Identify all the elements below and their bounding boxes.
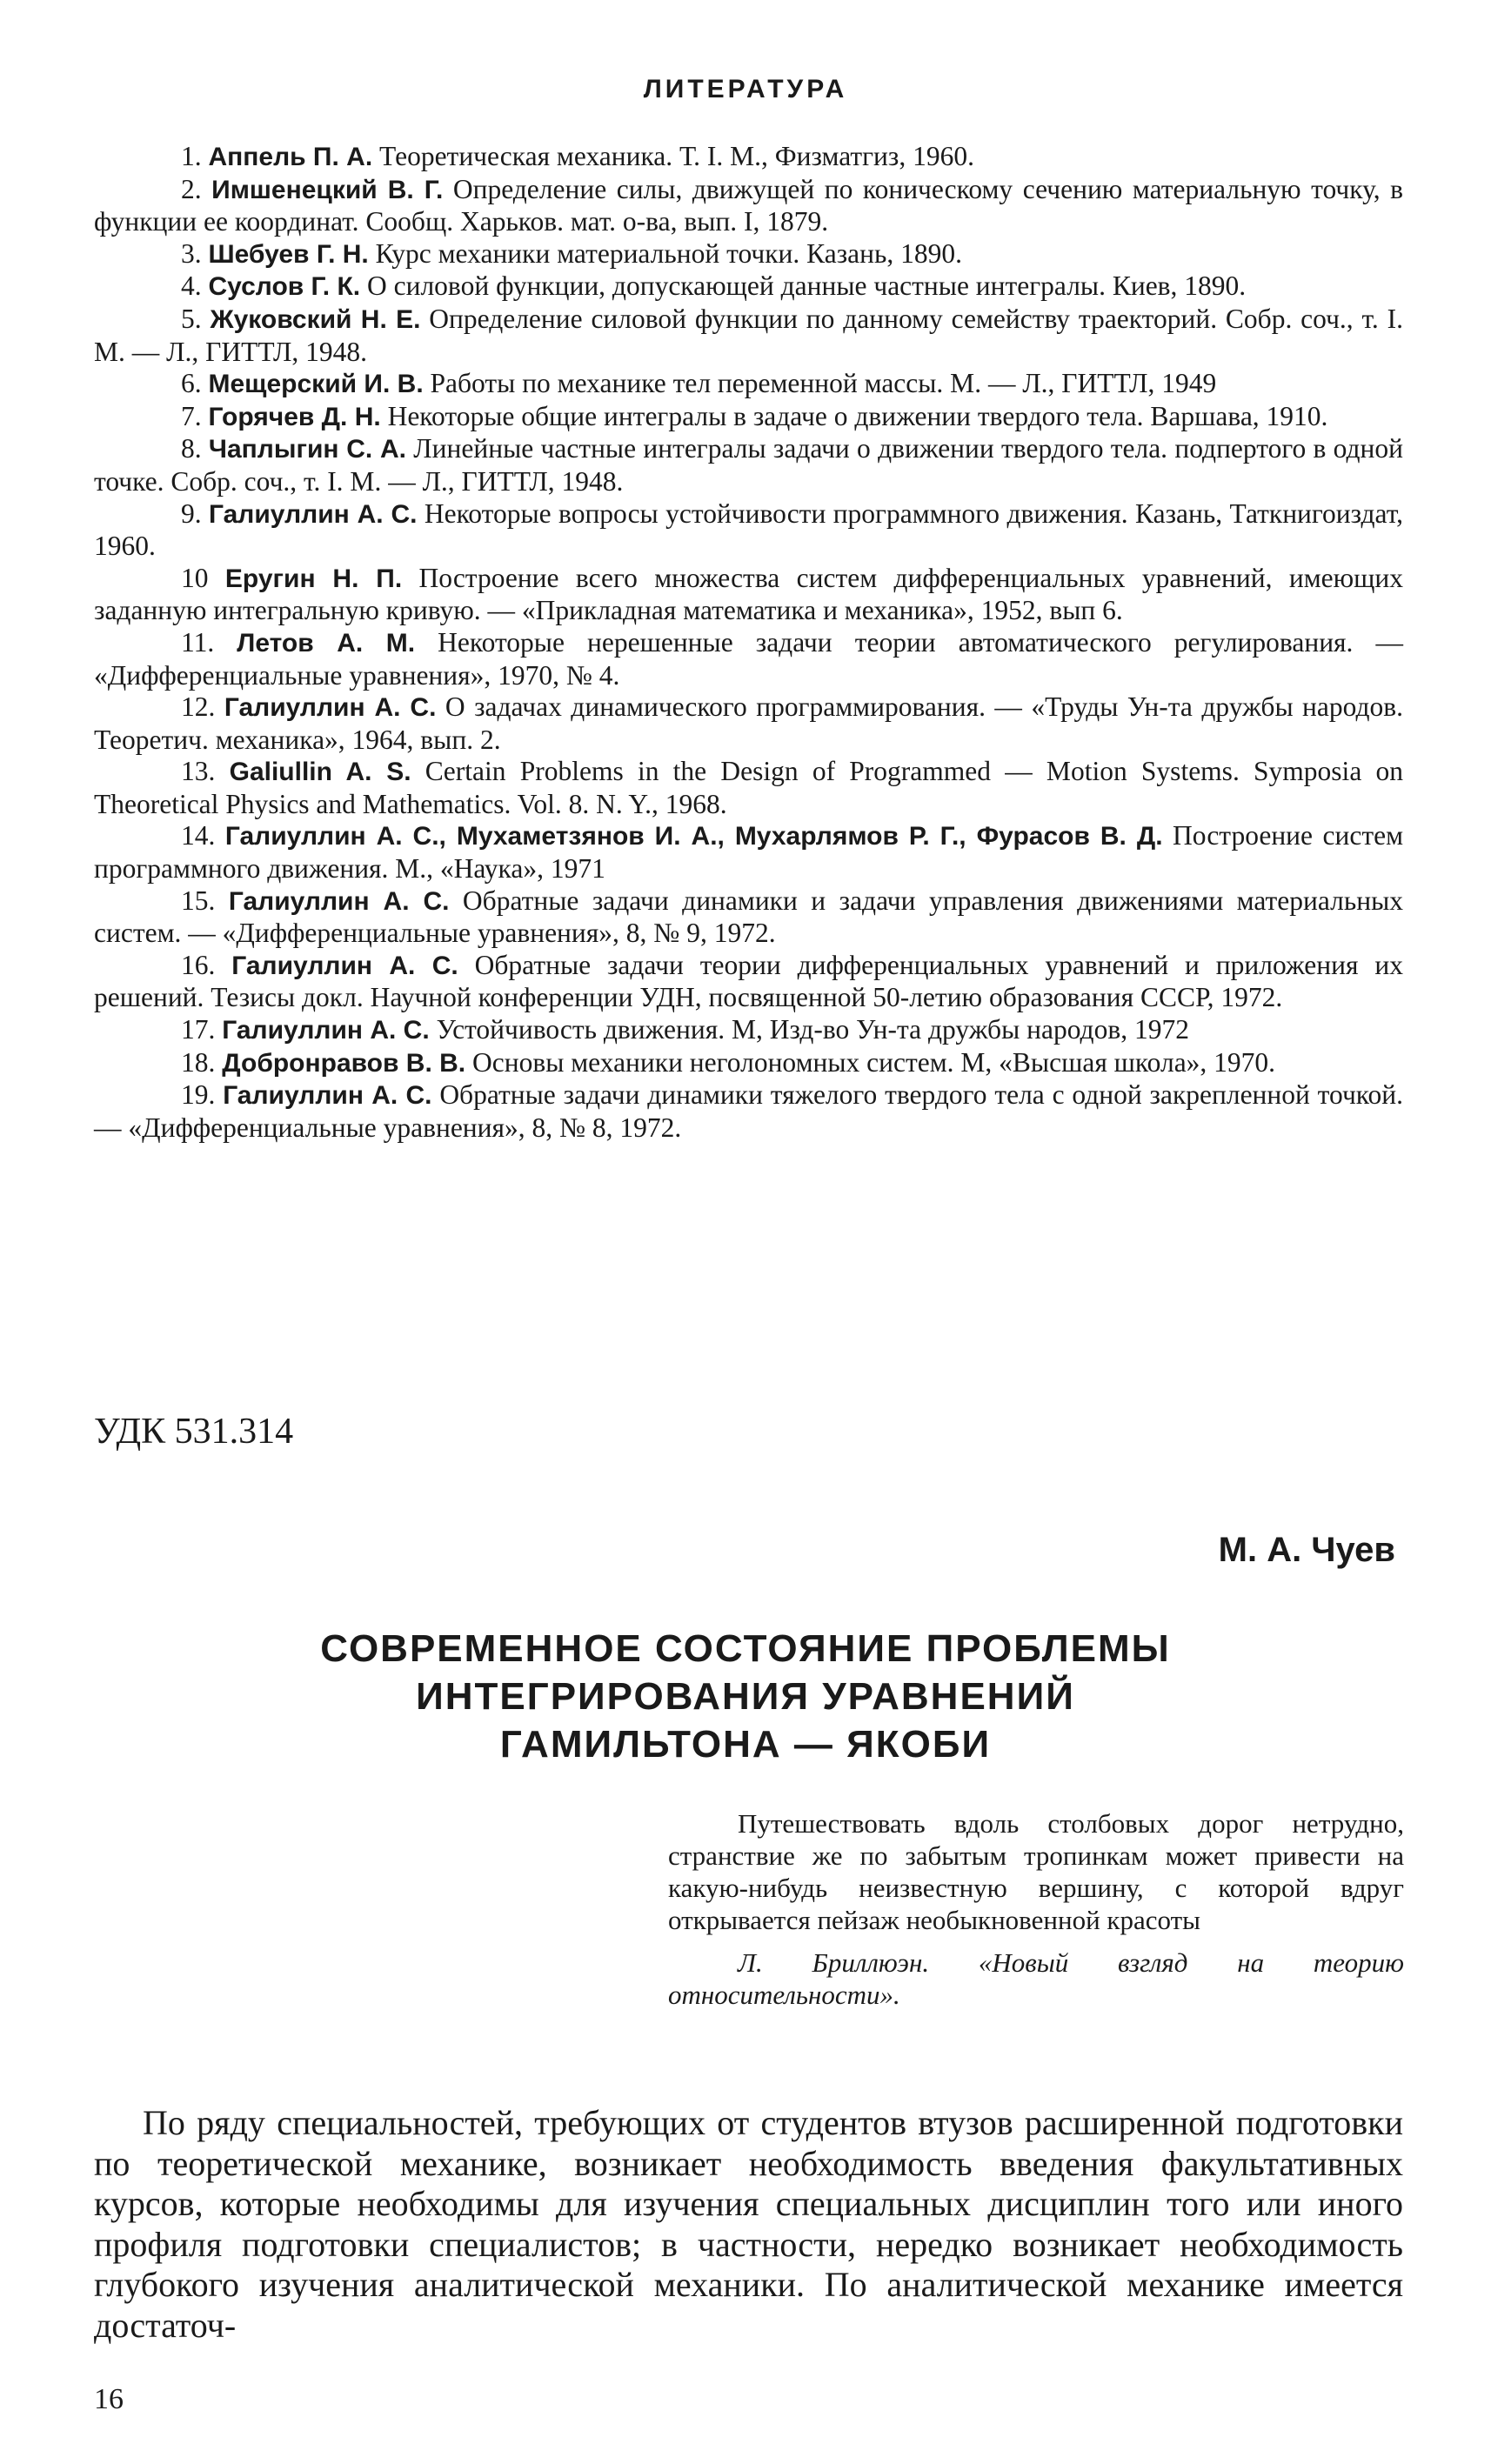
reference-item	[94, 368, 1403, 401]
reference-item	[94, 820, 1403, 885]
reference-number: 15.	[181, 885, 216, 916]
reference-number: 2.	[181, 173, 202, 204]
reference-text: Теоретическая механика. Т. I. М., Физматгиз, 1960.	[379, 141, 974, 171]
reference-item	[94, 563, 1403, 627]
reference-item	[94, 1014, 1403, 1047]
reference-author: Летов А. М.	[237, 628, 416, 658]
reference-item	[94, 691, 1403, 756]
reference-number: 4.	[181, 270, 202, 302]
reference-item	[94, 304, 1403, 368]
reference-number: 17.	[181, 1014, 216, 1045]
reference-item	[94, 433, 1403, 497]
reference-text: Обратные задачи динамики и задачи управления движениями материальных систем. — «Дифференциальные уравнения», 8, № 9, 1972.	[94, 885, 1404, 949]
reference-item	[94, 756, 1403, 820]
reference-text: Линейные частные интегралы задачи о движении твердого тела. подпертого в одной точке. Собр. соч., т. I. М. — Л., ГИТТЛ, 1948.	[94, 433, 1403, 497]
body-paragraph: По ряду специальностей, требующих от студентов втузов расширенной подготовки по теоретической механике, возникает необходимость введения факультативных курсов, которые необходимы для изучения специальных дисциплин того или иного профиля подготовки специалистов; в частности, нередко возникает необходимость глубокого изучения аналитической механики. По аналитической механике имеется достаточ-	[94, 2103, 1403, 2345]
reference-number: 1.	[181, 141, 202, 171]
page-number: 16	[94, 2383, 124, 2415]
udk-code: УДК 531.314	[94, 1412, 294, 1452]
reference-number: 6.	[181, 368, 202, 399]
article-title-line: СОВРЕМЕННОЕ СОСТОЯНИЕ ПРОБЛЕМЫ	[320, 1627, 1171, 1670]
reference-number: 19.	[181, 1079, 216, 1111]
reference-author: Горячев Д. Н.	[208, 402, 381, 431]
reference-item	[94, 1047, 1403, 1080]
reference-number: 11.	[181, 626, 215, 658]
reference-text: Построение всего множества систем дифференциальных уравнений, имеющих заданную интегральную кривую. — «Прикладная математика и механика», 1952, вып 6.	[94, 562, 1404, 626]
reference-author: Шебуев Г. Н.	[208, 239, 369, 269]
reference-author: Аппель П. А.	[208, 143, 373, 171]
reference-author: Имшенецкий В. Г.	[211, 175, 444, 204]
literature-heading: ЛИТЕРАТУРА	[643, 75, 848, 104]
epigraph-quote: Путешествовать вдоль столбовых дорог нетрудно, странствие же по забытым тропинкам может привести на какую-нибудь неизвестную вершину, с которой вдруг открывается пейзаж необыкновенной красоты	[668, 1808, 1404, 1935]
reference-text: Курс механики материальной точки. Казань, 1890.	[375, 237, 962, 269]
reference-text: Построение систем программного движения. М., «Наука», 1971	[94, 820, 1404, 885]
reference-number: 14.	[181, 820, 216, 851]
reference-text: Работы по механике тел переменной массы. М. — Л., ГИТТЛ, 1949	[430, 368, 1217, 399]
reference-number: 3.	[181, 237, 202, 269]
reference-item	[94, 174, 1403, 238]
reference-list	[94, 141, 1403, 1144]
reference-author: Суслов Г. К.	[208, 272, 361, 302]
epigraph-source: Л. Бриллюэн. «Новый взгляд на теорию относительности».	[668, 1947, 1404, 2010]
reference-author: Жуковский Н. Е.	[210, 304, 421, 334]
reference-item	[94, 627, 1403, 691]
reference-text: Некоторые нерешенные задачи теории автоматического регулирования. — «Дифференциальные уравнения», 1970, № 4.	[94, 626, 1403, 691]
reference-author: Галиуллин А. С.	[223, 1081, 432, 1111]
article-title	[0, 1625, 1491, 1768]
body-text	[94, 2103, 1403, 2346]
reference-item	[94, 238, 1403, 271]
reference-text: Устойчивость движения. М, Изд-во Ун-та дружбы народов, 1972	[436, 1014, 1189, 1045]
reference-text: Обратные задачи динамики тяжелого твердого тела с одной закрепленной точкой. — «Дифференциальные уравнения», 8, № 8, 1972.	[94, 1079, 1403, 1143]
reference-item	[94, 270, 1403, 304]
article-author: М. А. Чуев	[1218, 1531, 1395, 1569]
article-title-line: ИНТЕГРИРОВАНИЯ УРАВНЕНИЙ	[416, 1675, 1075, 1718]
reference-text: Основы механики неголономных систем. М, «Высшая школа», 1970.	[471, 1046, 1276, 1078]
reference-number: 13.	[181, 756, 216, 787]
reference-number: 9.	[181, 497, 202, 529]
epigraph	[668, 1807, 1404, 2011]
reference-number: 18.	[181, 1046, 216, 1078]
reference-author: Galiullin A. S.	[229, 758, 411, 787]
reference-author: Добронравов В. В.	[222, 1048, 466, 1078]
reference-number: 16.	[181, 949, 216, 980]
reference-text: Некоторые общие интегралы в задаче о движении твердого тела. Варшава, 1910.	[387, 400, 1328, 431]
reference-item	[94, 498, 1403, 563]
reference-text: Обратные задачи теории дифференциальных уравнений и приложения их решений. Тезисы докл. Научной конференции УДН, посвященной 50-летию образования СССР, 1972.	[94, 949, 1403, 1013]
reference-author: Еругин Н. П.	[224, 564, 403, 593]
reference-text: Определение силовой функции по данному семейству траекторий. Собр. соч., т. I. М. — Л., ГИТТЛ, 1948.	[94, 303, 1403, 367]
reference-item	[94, 401, 1403, 434]
article-title-line: ГАМИЛЬТОНА — ЯКОБИ	[499, 1723, 992, 1766]
reference-number: 12.	[181, 691, 216, 723]
reference-text: Определение силы, движущей по коническому сечению материальную точку, в функции ее координат. Сообщ. Харьков. мат. о-ва, вып. I, 1879.	[94, 173, 1403, 237]
reference-author: Мещерский И. В.	[208, 370, 424, 399]
reference-author: Галиуллин А. С.	[209, 499, 418, 529]
reference-number: 5.	[181, 303, 202, 334]
reference-text: О задачах динамического программирования. — «Труды Ун-та дружбы народов. Теоретич. механика», 1964, вып. 2.	[94, 691, 1404, 755]
reference-item	[94, 885, 1403, 950]
reference-number: 8.	[181, 433, 202, 464]
reference-author: Галиуллин А. С.	[228, 886, 450, 916]
reference-author: Галиуллин А. С.	[222, 1016, 430, 1045]
reference-author: Галиуллин А. С.	[231, 951, 458, 980]
reference-author: Галиуллин А. С., Мухаметзянов И. А., Мухарлямов Р. Г., Фурасов В. Д.	[224, 822, 1163, 851]
reference-author: Галиуллин А. С.	[224, 693, 437, 723]
reference-text: Certain Problems in the Design of Programmed — Motion Systems. Symposia on Theoretical Physics and Mathematics. Vol. 8. N. Y., 1968.	[94, 756, 1404, 819]
reference-item	[94, 1079, 1403, 1144]
reference-item	[94, 950, 1403, 1014]
reference-text: О силовой функции, допускающей данные частные интегралы. Киев, 1890.	[367, 270, 1247, 302]
reference-number: 10	[181, 562, 209, 593]
reference-number: 7.	[181, 400, 202, 431]
reference-author: Чаплыгин С. А.	[208, 435, 407, 464]
reference-item	[94, 141, 1403, 174]
reference-text: Некоторые вопросы устойчивости программного движения. Казань, Таткнигоиздат, 1960.	[94, 497, 1403, 562]
